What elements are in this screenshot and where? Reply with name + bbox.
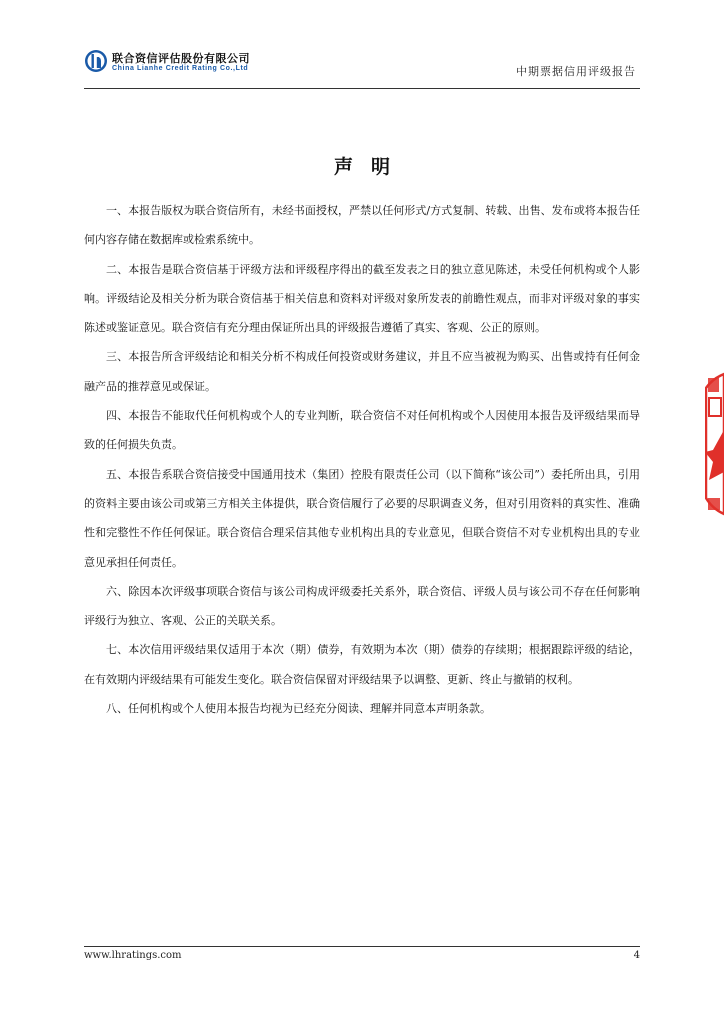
declaration-body — [84, 196, 640, 723]
declaration-paragraph-7: 七、本次信用评级结果仅适用于本次（期）债券，有效期为本次（期）债券的存续期；根据跟踪评级的结论，在有效期内评级结果有可能发生变化。联合资信保留对评级结果予以调整、更新、终止与撤销的权利。 — [84, 643, 640, 686]
declaration-paragraph-4: 四、本报告不能取代任何机构或个人的专业判断，联合资信不对任何机构或个人因使用本报告及评级结果而导致的任何损失负责。 — [84, 409, 640, 452]
declaration-paragraph-2: 二、本报告是联合资信基于评级方法和评级程序得出的截至发表之日的独立意见陈述，未受任何机构或个人影响。评级结论及相关分析为联合资信基于相关信息和资料对评级对象所发表的前瞻性观点，而非对评级对象的事实陈述或鉴证意见。联合资信有充分理由保证所出具的评级报告遵循了真实、客观、公正的原则。 — [84, 262, 640, 335]
footer-divider — [84, 946, 640, 947]
page-header — [84, 45, 640, 87]
report-title: 中期票据信用评级报告 — [516, 65, 636, 78]
footer-website: www.lhratings.com — [84, 950, 182, 961]
declaration-paragraph-3: 三、本报告所含评级结论和相关分析不构成任何投资或财务建议，并且不应当被视为购买、出售或持有任何金融产品的推荐意见或保证。 — [84, 350, 640, 393]
logo-icon — [84, 49, 108, 73]
red-seal-stamp — [705, 368, 724, 524]
company-logo — [84, 49, 108, 77]
declaration-paragraph-1: 一、本报告版权为联合资信所有，未经书面授权，严禁以任何形式/方式复制、转载、出售、发布或将本报告任何内容存储在数据库或检索系统中。 — [84, 204, 640, 247]
declaration-paragraph-5: 五、本报告系联合资信接受中国通用技术（集团）控股有限责任公司（以下简称“该公司”）委托所出具，引用的资料主要由该公司或第三方相关主体提供，联合资信履行了必要的尽职调查义务，但对引用资料的真实性、准确性和完整性不作任何保证。联合资信合理采信其他专业机构出具的专业意见，但联合资信不对专业机构出具的专业意见承担任何责任。 — [84, 467, 640, 569]
company-name-en: China Lianhe Credit Rating Co.,Ltd — [112, 65, 249, 72]
page-number: 4 — [633, 950, 640, 961]
declaration-paragraph-6: 六、除因本次评级事项联合资信与该公司构成评级委托关系外，联合资信、评级人员与该公司不存在任何影响评级行为独立、客观、公正的关联关系。 — [84, 584, 640, 628]
page-heading: 声明 — [333, 156, 408, 178]
company-name-cn: 联合资信评估股份有限公司 — [112, 52, 250, 65]
header-divider — [84, 88, 640, 89]
declaration-paragraph-8: 八、任何机构或个人使用本报告均视为已经充分阅读、理解并同意本声明条款。 — [106, 702, 491, 716]
seal-stamp-icon — [705, 368, 724, 520]
